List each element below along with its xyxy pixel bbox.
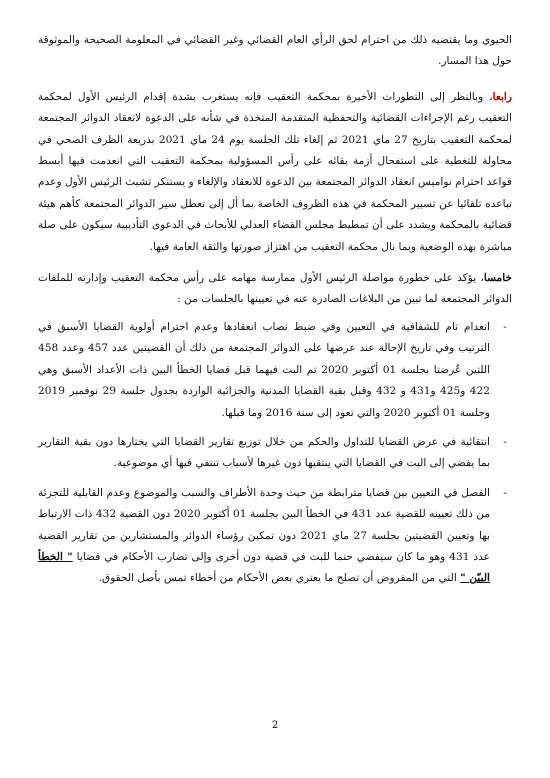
section-5-bullet-list: [38, 317, 512, 590]
bullet-text: انعدام تام للشفافية في التعيين وفي ضبط نصاب انعقادها وعدم احترام أولوية القضايا الأسبق في الترتيب وفي تاريخ الإحالة عند عرضها على الدوائر المجتمعة من ذلك أن القضيتين عدد 457 وعدد 458 اللتين عُرضتا بجلسة 01 أكتوبر 2020 تم البت فيهما قبل قضايا الخطأ البين ذات الأعداد الأسبق وهي 422 و425 و431 و 432 وقبل بقية القضايا المدنية والجزائية الواردة بجدول جلسة 29 نوفمبر 2019 وجلسة 01 أكتوبر 2020 والتي تعود إلى سنة 2016 وما قبلها.: [38, 320, 491, 419]
section-5-intro: ، يؤكد على خطورة مواصلة الرئيس الأول ممارسة مهامه على رأس محكمة التعقيب وإدارته للملفات الدوائر المجتمعة لما تبين من البلاغات الصادرة عنه في تعيينها بالجلسات من :: [38, 272, 512, 306]
section-4-paragraph: [38, 87, 512, 258]
bullet-emphasis: " الخطأ البيّن ": [38, 550, 490, 585]
section-5-heading: خامسا: [483, 272, 512, 285]
bullet-dash: -: [503, 486, 507, 499]
bullet-item: [38, 483, 512, 590]
bullet-item: [38, 317, 512, 424]
bullet-text: [38, 487, 490, 585]
bullet-text-before: الفصل في التعيين بين قضايا مترابطة من حيث وحدة الأطراف والسبب والموضوع وعدم القابلية للتجزئة من ذلك تعيينه للقضية عدد 431 في الخطأ البين بجلسة 01 أكتوبر 2020 دون القضية 432 ذات الارتباط بها وتعيين القضيتين بجلسة 27 ماي 2021 دون تمكين رؤساء الدوائر والمستشارين من تقارير القضية عدد 431 وهو ما كان سيفضي حتما للبت في قضية دون أخرى وإلى تضارب الأحكام في قضايا: [38, 486, 491, 563]
section-4-heading: رابعا: [492, 90, 512, 103]
section-4-text: ، وبالنظر إلى التطورات الأخيرة بمحكمة التعقيب فإنه يستغرب بشدة إقدام الرئيس الأول لمحكمة التعقيب رغم الإجراءات القضائية والتحفظية المتقدمة المتخذة في شأنه على الدعوة لانعقاد الدوائر المجتمعة لمحكمة التعقيب بتاريخ 27 ماي 2021 ثم إلغاء تلك الجلسة يوم 24 ماي 2021 بذريعة الظرف الصحي في محاولة للتغطية على استفحال أزمة بقائه على رأس المسؤولية بمحكمة التعقيب التي انعدمت فيها أبسط قواعد احترام نواميس انعقاد الدوائر المجتمعة بين الدعوة للانعقاد والإلغاء و يستنكر تشبث الرئيس الأول وعدم تباعده تلقائيا عن تسيير المحكمة في هذه الظروف الخاصة بما أل إلى تعطل سير الدوائر المجتمعة كأهم هيئة قضائية بالمحكمة ويشدد على أن تمطيط مجلس القضاء العدلي للأبحاث في الدعوى التأديبية سيكون على صلة مباشرة بهذه الوضعية وبما نال محكمة التعقيب من اهتزاز صورتها والثقة العامة فيها.: [38, 90, 512, 253]
bullet-text-after: التي من المفروض أن تصلح ما يعتري بعض الأحكام من أخطاء تمس بأصل الحقوق.: [98, 572, 461, 585]
bullet-item: [38, 432, 512, 475]
intro-paragraph: الحيوي وما يقتضيه ذلك من احترام لحق الرأي العام القضائي وغير القضائي في المعلومة الصحيحة والموثوقة حول هذا المسار.: [38, 34, 512, 68]
spacer: [38, 258, 512, 268]
bullet-dash: -: [503, 435, 507, 448]
section-5-paragraph: [38, 268, 512, 311]
bullet-text: انتقائية في عرض القضايا للتداول والحكم من خلال توزيع تقارير القضايا التي يختارها دون بقية التقارير بما يفضي إلى البت في القضايا التي ينتقيها دون غيرها لأسباب تنتفي فيها أي موضوعية.: [38, 435, 490, 470]
bullet-dash: -: [503, 320, 507, 333]
spacer: [38, 73, 512, 87]
page-number: 2: [271, 720, 279, 731]
document-page: [38, 30, 512, 598]
